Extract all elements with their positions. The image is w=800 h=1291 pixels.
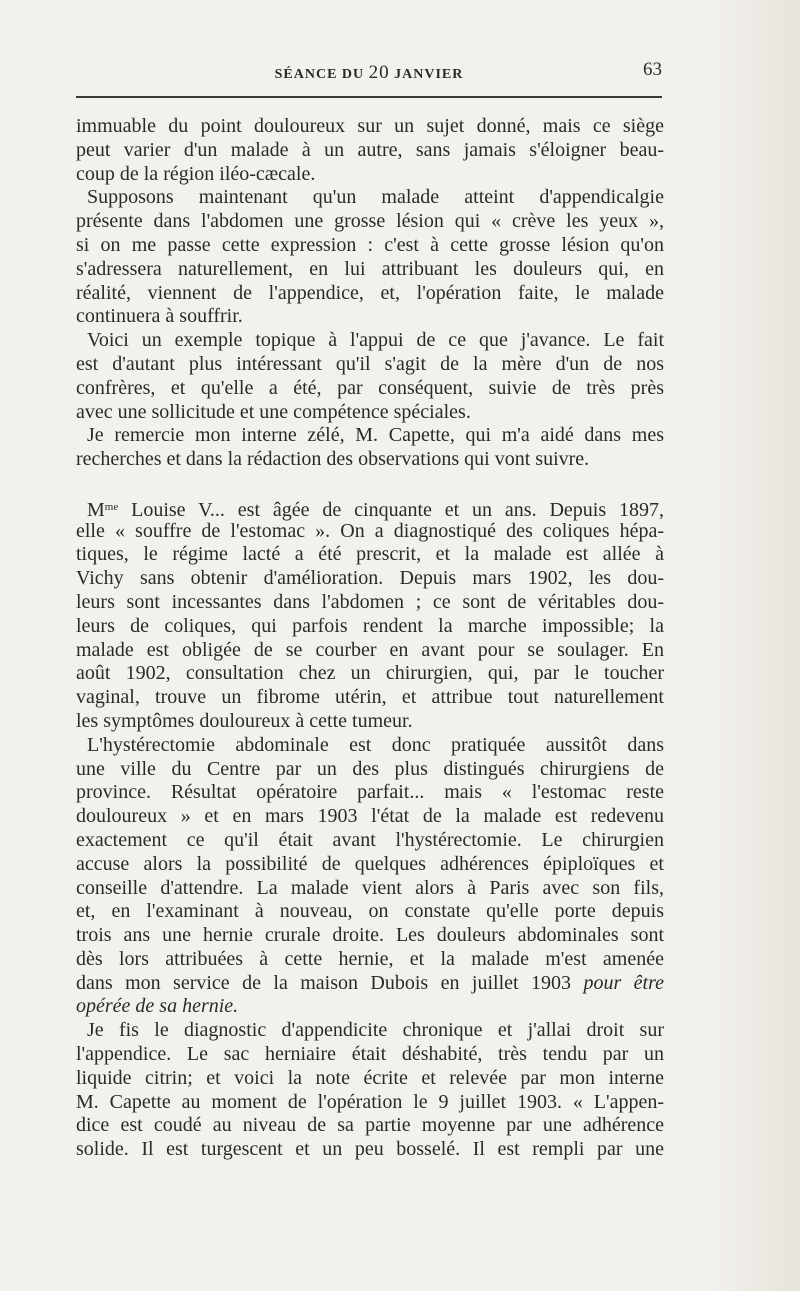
- text-line: [76, 329, 664, 353]
- title-abbrev: M: [87, 498, 105, 521]
- text-segment: leurs sont incessantes dans l'abdomen ; ce sont de véritables dou-: [76, 590, 664, 613]
- text-segment: L'hystérectomie abdominale est donc pratiquée aussitôt dans: [87, 733, 664, 756]
- text-segment: réalité, viennent de l'appendice, et, l'opération faite, le malade: [76, 281, 664, 304]
- title-abbrev-superscript: me: [104, 500, 119, 513]
- text-line: [76, 900, 664, 924]
- text-segment: avec une sollicitude et une compétence spéciales.: [76, 400, 471, 423]
- text-segment: conseille d'attendre. La malade vient alors à Paris avec son fils,: [76, 876, 664, 899]
- text-segment: continuera à souffrir.: [76, 305, 243, 328]
- text-line: [76, 1138, 664, 1162]
- text-line: [76, 924, 664, 948]
- text-segment: dans mon service de la maison Dubois en juillet 1903: [76, 971, 584, 994]
- text-segment: M. Capette au moment de l'opération le 9 juillet 1903. « L'appen-: [76, 1090, 664, 1113]
- running-header: [76, 58, 662, 84]
- text-segment: douloureux » et en mars 1903 l'état de la malade est redevenu: [76, 805, 664, 828]
- running-title-prefix: SÉANCE DU: [274, 67, 369, 82]
- text-segment: présente dans l'abdomen une grosse lésion qui « crève les yeux »,: [76, 210, 664, 233]
- italic-segment: pour être: [583, 971, 664, 994]
- running-title: [76, 62, 662, 84]
- text-segment: Supposons maintenant qu'un malade atteint d'appendicalgie: [87, 186, 664, 209]
- text-line: [76, 781, 664, 805]
- paragraph: [76, 496, 664, 734]
- text-line: [76, 543, 664, 567]
- text-line: [76, 496, 664, 520]
- text-line: [76, 305, 664, 329]
- text-line: [76, 567, 664, 591]
- text-segment: elle « souffre de l'estomac ». On a diagnostiqué des coliques hépa-: [76, 519, 664, 542]
- paragraph-gap: [76, 472, 664, 496]
- text-line: [76, 163, 664, 187]
- text-segment: et, en l'examinant à nouveau, on constate qu'elle porte depuis: [76, 900, 664, 923]
- text-line: [76, 615, 664, 639]
- text-line: [76, 1114, 664, 1138]
- text-segment: est d'autant plus intéressant qu'il s'agit de la mère d'un de nos: [76, 352, 664, 375]
- text-line: [76, 520, 664, 544]
- running-title-day: 20: [368, 62, 390, 83]
- text-segment: accuse alors la possibilité de quelques adhérences épiploïques et: [76, 852, 664, 875]
- text-line: [76, 853, 664, 877]
- text-segment: s'adressera naturellement, en lui attribuant les douleurs qui, en: [76, 257, 664, 280]
- text-segment: Louise V... est âgée de cinquante et un ans. Depuis 1897,: [118, 498, 664, 521]
- text-segment: peut varier d'un malade à un autre, sans jamais s'éloigner beau-: [76, 138, 664, 161]
- text-line: [76, 282, 664, 306]
- paragraph: [76, 734, 664, 1020]
- text-segment: l'appendice. Le sac herniaire était déshabité, très tendu par un: [76, 1043, 664, 1066]
- text-segment: vaginal, trouve un fibrome utérin, et attribue tout naturellement: [76, 686, 664, 709]
- text-segment: Voici un exemple topique à l'appui de ce que j'avance. Le fait: [87, 329, 664, 352]
- text-line: [76, 734, 664, 758]
- text-line: [76, 258, 664, 282]
- text-segment: coup de la région iléo-cæcale.: [76, 162, 316, 185]
- header-rule: [76, 96, 662, 98]
- page-edge-shading: [710, 0, 800, 1291]
- text-segment: dice est coudé au niveau de sa partie moyenne par une adhérence: [76, 1114, 664, 1137]
- text-segment: une ville du Centre par un des plus distingués chirurgiens de: [76, 757, 664, 780]
- running-title-suffix: JANVIER: [389, 67, 464, 82]
- italic-segment: opérée de sa hernie.: [76, 995, 239, 1018]
- text-segment: solide. Il est turgescent et un peu bosselé. Il est rempli par une: [76, 1138, 664, 1161]
- paragraph: [76, 329, 664, 424]
- text-line: [76, 377, 664, 401]
- paragraph: [76, 115, 664, 186]
- paragraph: [76, 1019, 664, 1162]
- text-segment: recherches et dans la rédaction des observations qui vont suivre.: [76, 448, 590, 471]
- text-segment: liquide citrin; et voici la note écrite et relevée par mon interne: [76, 1066, 664, 1089]
- text-segment: trois ans une hernie crurale droite. Les douleurs abdominales sont: [76, 924, 664, 947]
- text-line: [76, 234, 664, 258]
- text-line: [76, 686, 664, 710]
- text-segment: province. Résultat opératoire parfait... mais « l'estomac reste: [76, 781, 664, 804]
- text-segment: dès lors attribuées à cette hernie, et la malade m'est amenée: [76, 947, 664, 970]
- text-line: [76, 972, 664, 996]
- text-line: [76, 948, 664, 972]
- page-body: [76, 115, 664, 1162]
- page-number: 63: [643, 59, 662, 80]
- text-segment: août 1902, consultation chez un chirurgien, qui, par le toucher: [76, 662, 664, 685]
- text-line: [76, 139, 664, 163]
- text-segment: immuable du point douloureux sur un sujet donné, mais ce siège: [76, 115, 664, 137]
- text-segment: leurs de coliques, qui parfois rendent la marche impossible; la: [76, 614, 664, 637]
- text-line: [76, 186, 664, 210]
- text-segment: confrères, et qu'elle a été, par conséquent, suivie de très près: [76, 376, 664, 399]
- text-line: [76, 424, 664, 448]
- text-segment: Vichy sans obtenir d'amélioration. Depuis mars 1902, les dou-: [76, 567, 664, 590]
- text-line: [76, 1043, 664, 1067]
- text-line: [76, 1019, 664, 1043]
- text-line: [76, 710, 664, 734]
- text-line: [76, 210, 664, 234]
- text-line: [76, 662, 664, 686]
- text-segment: exactement ce qu'il était avant l'hystérectomie. Le chirurgien: [76, 828, 664, 851]
- text-line: [76, 401, 664, 425]
- text-line: [76, 639, 664, 663]
- text-segment: malade est obligée de se courber en avant pour se soulager. En: [76, 638, 664, 661]
- text-line: [76, 115, 664, 139]
- text-line: [76, 591, 664, 615]
- text-line: [76, 758, 664, 782]
- text-segment: si on me passe cette expression : c'est à cette grosse lésion qu'on: [76, 233, 664, 256]
- paragraph: [76, 424, 664, 472]
- text-line: [76, 448, 664, 472]
- text-line: [76, 1067, 664, 1091]
- text-line: [76, 829, 664, 853]
- text-segment: les symptômes douloureux à cette tumeur.: [76, 709, 413, 732]
- text-line: [76, 877, 664, 901]
- text-line: [76, 995, 664, 1019]
- text-line: [76, 805, 664, 829]
- text-line: [76, 1091, 664, 1115]
- text-segment: Je remercie mon interne zélé, M. Capette, qui m'a aidé dans mes: [87, 424, 664, 447]
- text-segment: tiques, le régime lacté a été prescrit, et la malade est allée à: [76, 543, 664, 566]
- paragraph: [76, 186, 664, 329]
- text-line: [76, 353, 664, 377]
- text-segment: Je fis le diagnostic d'appendicite chronique et j'allai droit sur: [87, 1019, 664, 1042]
